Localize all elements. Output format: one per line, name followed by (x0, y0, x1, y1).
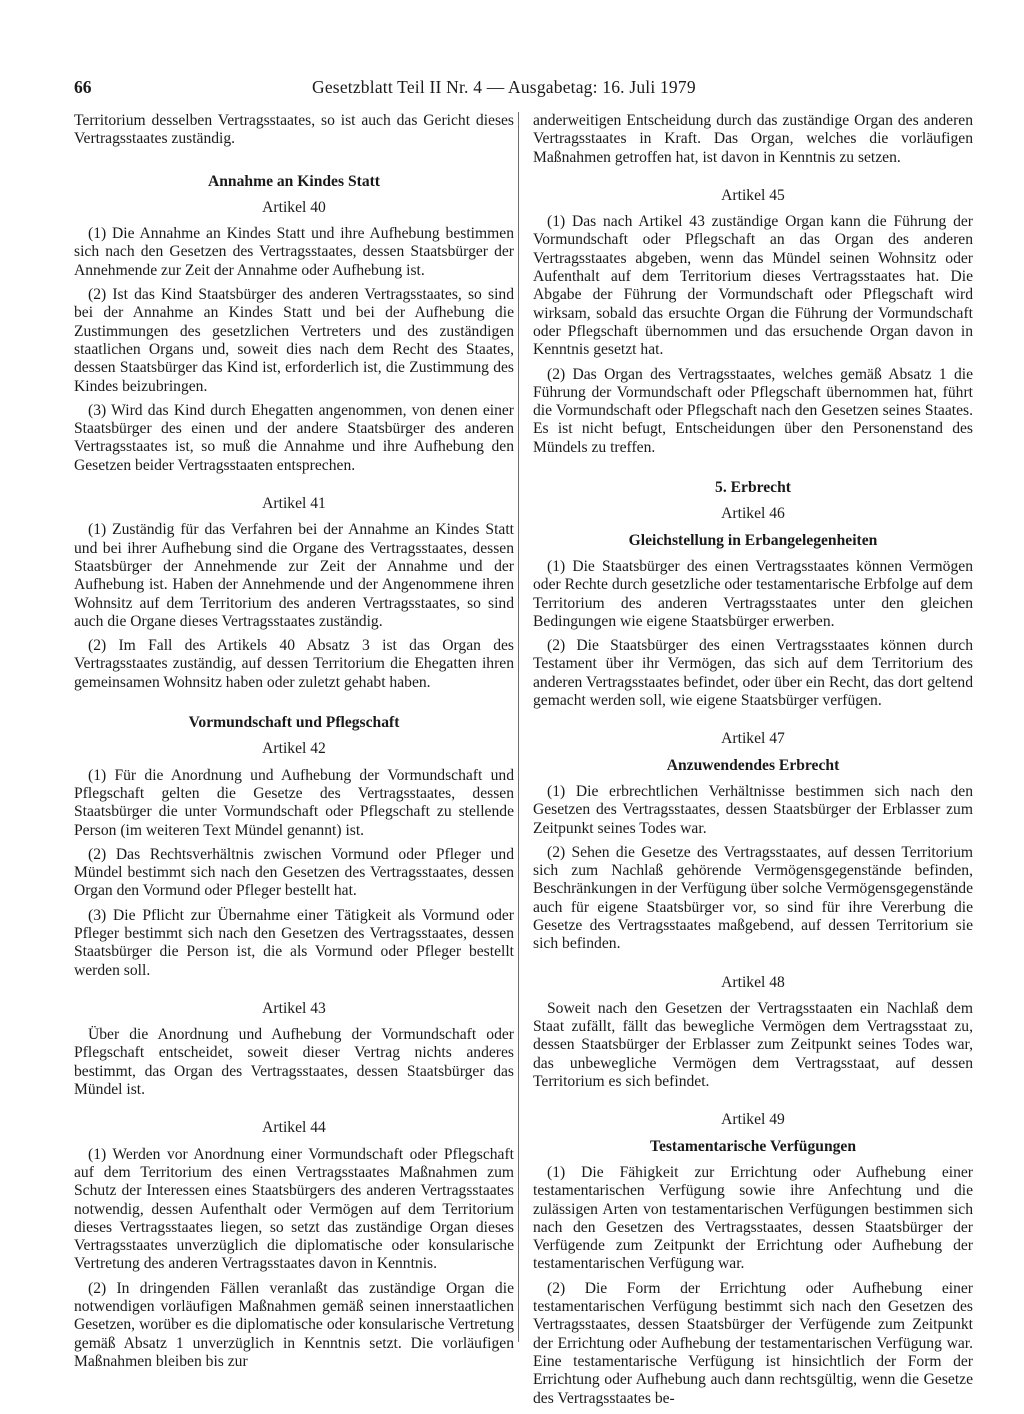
article-47-paragraph-2: (2) Sehen die Gesetze des Vertragsstaates, auf dessen Territorium sich zum Nachlaß gehörende Vermögensgegenstände befinden, Beschränkungen in der Verfügung über solche Vermögensgegenstände auch für eigene Staatsbürger vor, so sind für ihre Vererbung die Gesetze des Vertragsstaates maßgebend, auf dessen Territorium sie sich befinden. (533, 843, 973, 953)
right-column (533, 112, 973, 1414)
section-heading-erbrecht: 5. Erbrecht (715, 479, 791, 497)
article-49-paragraph-2: (2) Die Form der Errichtung oder Aufhebung einer testamentarischen Verfügung bestimmt sich nach den Gesetzen des Vertragsstaates, dessen Staatsbürger der Verfügende zum Zeitpunkt der Errichtung oder Aufhebung der testamentarischen Verfügung war. Eine testamentarische Verfügung ist hinsichtlich der Form der Errichtung oder Aufhebung auch dann rechtsgültig, wenn die Gesetze des Vertragsstaates be- (533, 1279, 973, 1407)
article-49-heading: Artikel 49 (721, 1111, 785, 1129)
article-42-paragraph-3: (3) Die Pflicht zur Übernahme einer Tätigkeit als Vormund oder Pfleger bestimmt sich nach den Gesetzen des Vertragsstaates, dessen Staatsbürger die Person ist, die als Vormund oder Pfleger bestellt werden soll. (74, 906, 514, 979)
article-45-paragraph-1: (1) Das nach Artikel 43 zuständige Organ kann die Führung der Vormundschaft oder Pflegschaft an das Organ des anderen Vertragsstaates abgeben, wenn das Mündel seinen Wohnsitz oder Aufenthalt auf dem Territorium dieses Vertragsstaates hat. Die Abgabe der Führung der Vormundschaft oder Pflegschaft wird wirksam, sobald das ersuchte Organ die Führung der Vormundschaft oder Pflegschaft übernommen und das ersuchende Organ davon in Kenntnis gesetzt hat. (533, 213, 973, 359)
article-48-paragraph-1: Soweit nach den Gesetzen der Vertragsstaaten ein Nachlaß dem Staat zufällt, fällt das bewegliche Vermögen dem Vertragsstaat zu, dessen Staatsbürger der Erblasser zum Zeitpunkt seines Todes war, das unbewegliche Vermögen dem Vertragsstaat, auf dessen Territorium es sich befindet. (533, 999, 973, 1091)
article-48-heading: Artikel 48 (721, 973, 785, 991)
section-heading-vormundschaft: Vormundschaft und Pflegschaft (188, 714, 400, 732)
article-40-paragraph-3: (3) Wird das Kind durch Ehegatten angenommen, von denen einer Staatsbürger des einen und der andere Staatsbürger des anderen Vertragsstaates ist, so muß die Annahme und ihre Aufhebung den Gesetzen beider Vertragsstaaten entsprechen. (74, 401, 514, 474)
page-number: 66 (74, 77, 92, 97)
article-43-heading: Artikel 43 (262, 999, 326, 1017)
article-41-paragraph-1: (1) Zuständig für das Verfahren bei der Annahme an Kindes Statt und bei ihrer Aufhebung sind die Organe des Vertragsstaates, dessen Staatsbürger der Annehmende zur Zeit der Annahme und der Aufhebung ist. Haben der Annehmende und der Angenommene ihren Wohnsitz auf dem Territorium des anderen Vertragsstaates, so sind auch die Organe dieses Vertragsstaates zuständig. (74, 521, 514, 630)
continued-paragraph: anderweitigen Entscheidung durch das zuständige Organ des anderen Vertragsstaates in Kraft. Das Organ, welches die vorläufigen Maßnahmen getroffen hat, ist davon in Kenntnis zu setzen. (533, 112, 973, 166)
article-40-paragraph-1: (1) Die Annahme an Kindes Statt und ihre Aufhebung bestimmen sich nach den Gesetzen des Vertragsstaates, dessen Staatsbürger der Annehmende zur Zeit der Annahme oder Aufhebung ist. (74, 225, 514, 279)
article-47-heading: Artikel 47 (721, 730, 785, 748)
article-46-heading: Artikel 46 (721, 505, 785, 523)
article-40-heading: Artikel 40 (262, 198, 326, 216)
article-47-title: Anzuwendendes Erbrecht (666, 756, 840, 774)
article-42-heading: Artikel 42 (262, 740, 326, 758)
article-45-heading: Artikel 45 (721, 186, 785, 204)
section-heading-annahme: Annahme an Kindes Statt (208, 172, 380, 190)
continued-paragraph: Territorium desselben Vertragsstaates, so ist auch das Gericht dieses Vertragsstaates zuständig. (74, 112, 514, 148)
page-header (74, 74, 974, 100)
article-42-paragraph-1: (1) Für die Anordnung und Aufhebung der Vormundschaft und Pflegschaft gelten die Gesetze des Vertragsstaates, dessen Staatsbürger die unter Vormundschaft oder Pflegschaft zu stellende Person (im weiteren Text Mündel genannt) ist. (74, 766, 514, 839)
article-47-paragraph-1: (1) Die erbrechtlichen Verhältnisse bestimmen sich nach den Gesetzen des Vertragsstaates, dessen Staatsbürger der Erblasser zum Zeitpunkt seines Todes war. (533, 782, 973, 837)
article-40-paragraph-2: (2) Ist das Kind Staatsbürger des anderen Vertragsstaates, so sind bei der Annahme an Kindes Statt und bei der Aufhebung die Zustimmungen des gesetzlichen Vertreters und des zuständigen staatlichen Organs und, soweit dies nach dem Recht des Staates, dessen Staatsbürger das Kind ist, erforderlich ist, die Zustimmung des Kindes beizubringen. (74, 286, 514, 395)
article-46-paragraph-2: (2) Die Staatsbürger des einen Vertragsstaates können durch Testament über ihr Vermögen, das sich auf dem Territorium des anderen Vertragsstaates befindet, oder über ein Recht, das dort geltend gemacht werden soll, wie eigene Staatsbürger verfügen. (533, 637, 973, 710)
article-41-paragraph-2: (2) Im Fall des Artikels 40 Absatz 3 ist das Organ des Vertragsstaates zuständig, auf dessen Territorium die Ehegatten ihren gemeinsamen Wohnsitz haben oder zuletzt gehabt haben. (74, 637, 514, 691)
publication-title: Gesetzblatt Teil II Nr. 4 — Ausgabetag: 16. Juli 1979 (312, 77, 696, 97)
article-49-title: Testamentarische Verfügungen (649, 1137, 857, 1155)
article-44-heading: Artikel 44 (262, 1119, 326, 1137)
article-42-paragraph-2: (2) Das Rechtsverhältnis zwischen Vormund oder Pfleger und Mündel bestimmt sich nach den Gesetzen des Vertragsstaates, dessen Organ den Vormund oder Pfleger bestellt hat. (74, 845, 514, 900)
left-column (74, 112, 514, 1377)
article-43-paragraph-1: Über die Anordnung und Aufhebung der Vormundschaft oder Pflegschaft entscheidet, soweit dieser Vertrag nichts anderes bestimmt, das Organ des Vertragsstaates, dessen Staatsbürger das Mündel ist. (74, 1026, 514, 1099)
article-46-title: Gleichstellung in Erbangelegenheiten (628, 531, 878, 549)
column-divider (518, 112, 519, 1342)
article-44-paragraph-1: (1) Werden vor Anordnung einer Vormundschaft oder Pflegschaft auf dem Territorium des einen Vertragsstaates Maßnahmen zum Schutz der Interessen eines Staatsbürgers des anderen Vertragsstaates notwendig, dessen Aufenthalt oder Vermögen auf dem Territorium dieses Vertragsstaates liegen, so setzt das zuständige Organ dieses Vertragsstaates unverzüglich die diplomatische oder konsularische Vertretung des anderen Vertragsstaates davon in Kenntnis. (74, 1145, 514, 1273)
article-45-paragraph-2: (2) Das Organ des Vertragsstaates, welches gemäß Absatz 1 die Führung der Vormundschaft oder Pflegschaft übernommen hat, führt die Vormundschaft oder Pflegschaft nach den Gesetzen seines Staates. Es ist nicht befugt, Entscheidungen über den Personenstand des Mündels zu treffen. (533, 365, 973, 456)
article-44-paragraph-2: (2) In dringenden Fällen veranlaßt das zuständige Organ die notwendigen vorläufigen Maßnahmen gemäß seinen innerstaatlichen Gesetzen, worüber es die diplomatische oder konsularische Vertretung gemäß Absatz 1 unverzüglich in Kenntnis setzt. Die vorläufigen Maßnahmen bleiben bis zur (74, 1279, 514, 1370)
article-41-heading: Artikel 41 (262, 495, 326, 513)
article-46-paragraph-1: (1) Die Staatsbürger des einen Vertragsstaates können Vermögen oder Rechte durch gesetzliche oder testamentarische Erbfolge auf dem Territorium des anderen Vertragsstaates unter den gleichen Bedingungen wie eigene Staatsbürger erwerben. (533, 557, 973, 630)
article-49-paragraph-1: (1) Die Fähigkeit zur Errichtung oder Aufhebung einer testamentarischen Verfügung sowie ihre Anfechtung und die zulässigen Arten von testamentarischen Verfügungen bestimmen sich nach den Gesetzen des Vertragsstaates, dessen Staatsbürger der Verfügende zum Zeitpunkt der Errichtung oder Aufhebung der testamentarischen Verfügung war. (533, 1163, 973, 1273)
